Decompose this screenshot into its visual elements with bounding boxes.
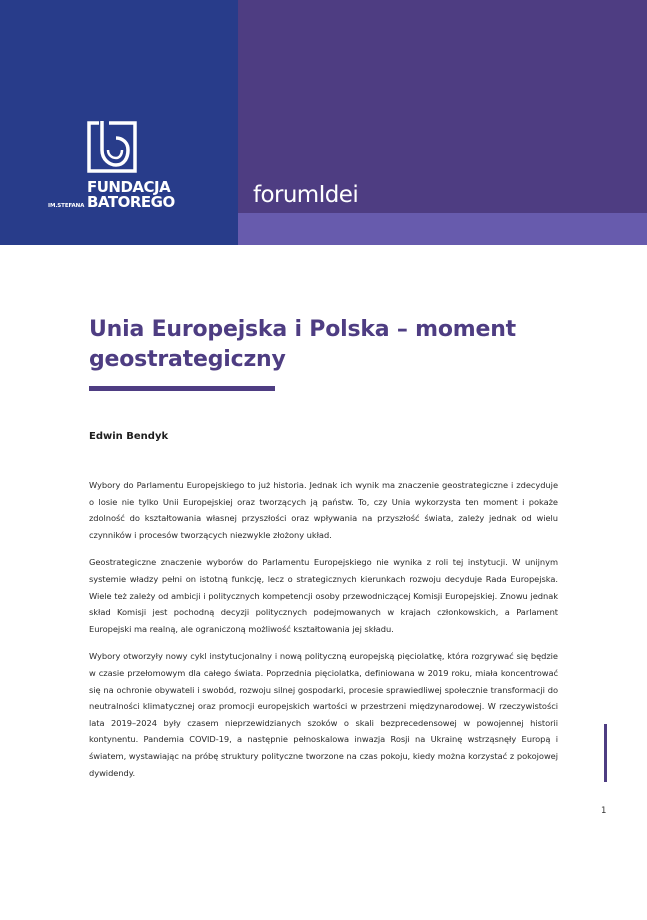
fundacja-batorego-logo-icon [86, 120, 138, 174]
side-accent-bar [604, 724, 607, 782]
series-title: forumIdei [253, 182, 359, 208]
document-title: Unia Europejska i Polska – moment geostrategiczny [89, 317, 516, 372]
author-name: Edwin Bendyk [89, 431, 169, 442]
paragraph-2: Geostrategiczne znaczenie wyborów do Parlamentu Europejskiego nie wynika z roli tej instytucji. W unijnym systemie władzy pełni on istotną funkcję, lecz o strategicznych kierunkach rozwoju decyduje Rada Europejska. Wiele też zależy od ambicji i politycznych kompetencji osoby przewodniczącej Komisji Europejskiej. Znowu jednak skład Komisji jest pochodną decyzji politycznych podejmowanych w krajach członkowskich, a Parlament Europejski ma realną, ale ograniczoną możliwość kształtowania jej składu. [89, 557, 558, 634]
paragraph-1: Wybory do Parlamentu Europejskiego to już historia. Jednak ich wynik ma znaczenie geostrategiczne i zdecyduje o losie nie tylko Unii Europejskiej oraz tworzących ją państw. To, czy Unia wykorzysta ten moment i pokaże zdolność do kształtowania własnej przyszłości oraz wpływania na przyszłość świata, zależy jednak od wielu czynników i procesów tworzących niezwykle złożony układ. [89, 480, 558, 540]
logo-text-im-stefana: IM.STEFANA [48, 203, 85, 209]
page-number: 1 [601, 806, 607, 816]
page-header [0, 0, 647, 245]
article-body [89, 477, 558, 792]
title-underline [89, 386, 275, 391]
logo-text-batorego: BATOREGO [87, 193, 175, 211]
logo-text-fundacja: FUNDACJA [87, 178, 171, 196]
header-stripe [238, 213, 647, 245]
paragraph-3: Wybory otworzyły nowy cykl instytucjonalny i nową polityczną europejską pięciolatkę, która rozgrywać się będzie w czasie przełomowym dla całego świata. Poprzednia pięciolatka, definiowana w 2019 roku, miała koncentrować się na ochronie obywateli i swobód, rozwoju silnej gospodarki, procesie sprawiedliwej społecznie transformacji do neutralności klimatycznej oraz promocji europejskich wartości w przestrzeni międzynarodowej. W rzeczywistości lata 2019–2024 były czasem nieprzewidzianych szoków o skali bezprecedensowej w powojennej historii kontynentu. Pandemia COVID-19, a następnie pełnoskalowa inwazja Rosji na Ukrainę wstrząsnęły Europą i światem, wystawiając na próbę struktury polityczne tworzone na czas pokoju, kiedy można korzystać z pokojowej dywidendy. [89, 651, 558, 778]
